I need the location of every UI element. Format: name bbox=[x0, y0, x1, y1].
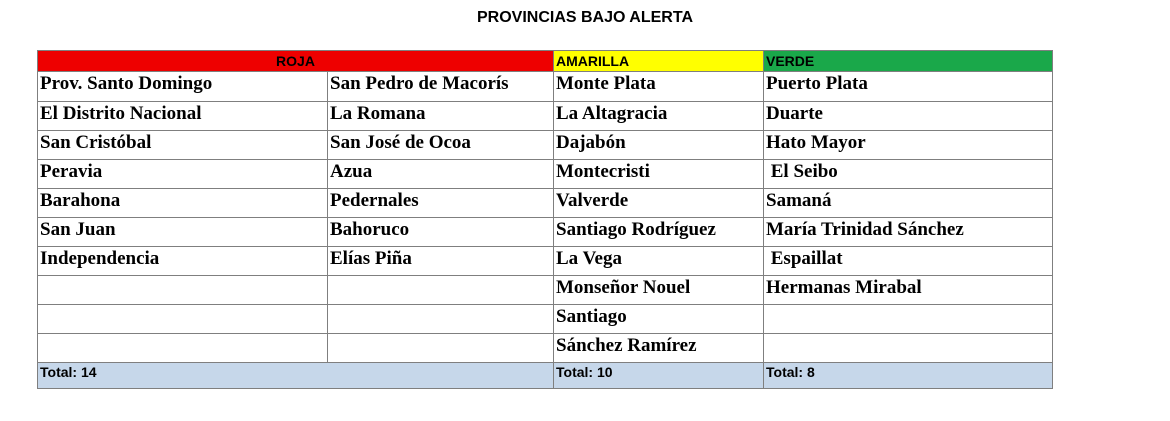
table-row bbox=[38, 305, 1053, 334]
table-cell: Samaná bbox=[764, 189, 1053, 218]
table-cell: Montecristi bbox=[554, 160, 764, 189]
table-cell: Santiago bbox=[554, 305, 764, 334]
total-roja: Total: 14 bbox=[38, 363, 554, 389]
table-cell bbox=[38, 305, 328, 334]
table-row bbox=[38, 218, 1053, 247]
page-title: PROVINCIAS BAJO ALERTA bbox=[476, 9, 693, 26]
table-cell bbox=[764, 334, 1053, 363]
table-cell: Independencia bbox=[38, 247, 328, 276]
table-cell: Dajabón bbox=[554, 131, 764, 160]
table-cell: Valverde bbox=[554, 189, 764, 218]
table-cell: Elías Piña bbox=[328, 247, 554, 276]
table-cell: Santiago Rodríguez bbox=[554, 218, 764, 247]
total-amarilla: Total: 10 bbox=[554, 363, 764, 389]
table-cell: La Altagracia bbox=[554, 102, 764, 131]
total-row bbox=[38, 363, 1053, 389]
table-cell: Azua bbox=[328, 160, 554, 189]
table-row bbox=[38, 131, 1053, 160]
table-cell: Duarte bbox=[764, 102, 1053, 131]
table-cell bbox=[38, 334, 328, 363]
table-cell: San Cristóbal bbox=[38, 131, 328, 160]
table-cell: Hermanas Mirabal bbox=[764, 276, 1053, 305]
header-verde: VERDE bbox=[764, 51, 1053, 72]
table-cell: Monseñor Nouel bbox=[554, 276, 764, 305]
table-cell: Espaillat bbox=[764, 247, 1053, 276]
table-row bbox=[38, 247, 1053, 276]
table-cell: San Pedro de Macorís bbox=[328, 72, 554, 102]
header-amarilla: AMARILLA bbox=[554, 51, 764, 72]
table-row bbox=[38, 334, 1053, 363]
table-cell: Hato Mayor bbox=[764, 131, 1053, 160]
table-cell: San José de Ocoa bbox=[328, 131, 554, 160]
table-cell: Barahona bbox=[38, 189, 328, 218]
header-row bbox=[38, 51, 1053, 72]
table-row bbox=[38, 72, 1053, 102]
table-cell: Monte Plata bbox=[554, 72, 764, 102]
table-cell: Sánchez Ramírez bbox=[554, 334, 764, 363]
table-cell bbox=[328, 334, 554, 363]
table-cell: San Juan bbox=[38, 218, 328, 247]
table-cell: María Trinidad Sánchez bbox=[764, 218, 1053, 247]
table-cell: Puerto Plata bbox=[764, 72, 1053, 102]
table-cell: La Romana bbox=[328, 102, 554, 131]
table-row bbox=[38, 276, 1053, 305]
table-cell: La Vega bbox=[554, 247, 764, 276]
table-cell: El Seibo bbox=[764, 160, 1053, 189]
table-cell bbox=[764, 305, 1053, 334]
table-row bbox=[38, 160, 1053, 189]
table-cell bbox=[328, 276, 554, 305]
table-row bbox=[38, 102, 1053, 131]
table-cell: Peravia bbox=[38, 160, 328, 189]
table-cell: Prov. Santo Domingo bbox=[38, 72, 328, 102]
table-cell: Bahoruco bbox=[328, 218, 554, 247]
header-roja: ROJA bbox=[38, 51, 554, 72]
total-verde: Total: 8 bbox=[764, 363, 1053, 389]
table-row bbox=[38, 189, 1053, 218]
table-cell: El Distrito Nacional bbox=[38, 102, 328, 131]
provinces-alert-table bbox=[37, 50, 1053, 389]
table-cell bbox=[38, 276, 328, 305]
table-cell bbox=[328, 305, 554, 334]
table-cell: Pedernales bbox=[328, 189, 554, 218]
